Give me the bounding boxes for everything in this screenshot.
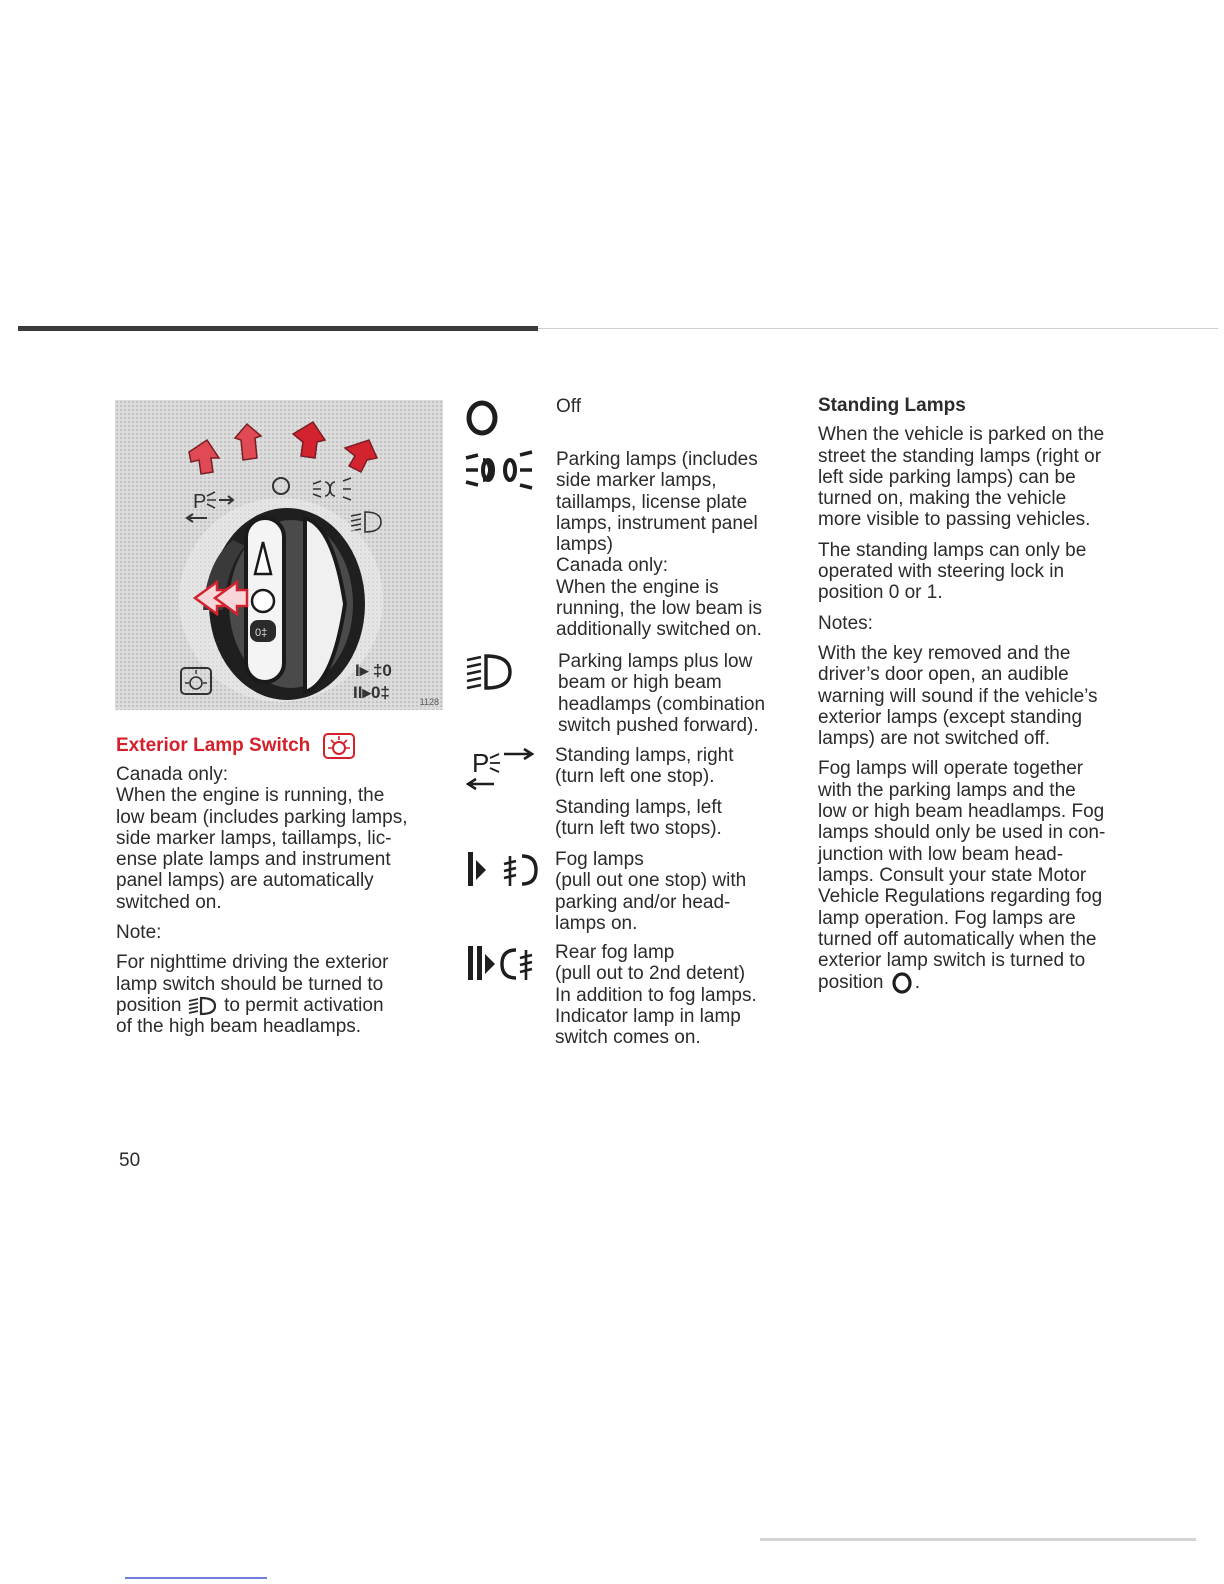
- right-paragraph: With the key removed and the driver’s door open, an audible warning will sound if the vehicle’s exterior lamps (except standing lamps) are not switched off.: [818, 642, 1098, 750]
- off-icon: [464, 398, 504, 438]
- position-entry-off: Off: [556, 396, 581, 417]
- parking-lamps-icon: [313, 478, 351, 500]
- footer-underline: [125, 1577, 267, 1579]
- rear-fog-lamp-icon: II▸0‡: [353, 683, 390, 702]
- left-paragraph: For nighttime driving the exterior lamp switch should be turned to position to permit activation of the high beam headlamps.: [116, 952, 389, 1038]
- right-notes-label: Notes:: [818, 612, 873, 634]
- page-number: 50: [119, 1150, 141, 1171]
- position-entry-standing-right: Standing lamps, right (turn left one stop).: [555, 745, 734, 788]
- low-beam-icon: [187, 996, 219, 1016]
- right-column: [818, 395, 1158, 1004]
- svg-text:P: P: [472, 748, 490, 778]
- off-icon: [889, 971, 915, 995]
- right-paragraph: Fog lamps will operate together with the parking lamps and the low or high beam headlamps. Fog lamps should only be used in con- junction with low beam head- lamps. Consult your state Motor Vehicle Regulations regarding fog lamp operation. Fog lamps are turned off automatically when the exterior lamp switch is turned to position .: [818, 758, 1106, 994]
- left-paragraph: Canada only: When the engine is running, the low beam (includes parking lamps, side marker lamps, taillamps, lic- ense plate lamps and instrument panel lamps) are automatically switched on.: [116, 764, 408, 913]
- standing-lamps-icon: [466, 744, 540, 792]
- fog-lamps-icon: [464, 848, 544, 892]
- caption-title: Exterior Lamp Switch: [116, 732, 356, 760]
- position-entry-rear-fog: Rear fog lamp (pull out to 2nd detent) In addition to fog lamps. Indicator lamp in lamp switch comes on.: [555, 942, 757, 1049]
- position-entry-low-beam: Parking lamps plus low beam or high beam headlamps (combination switch pushed forward).: [558, 651, 766, 736]
- position-entry-fog: Fog lamps (pull out one stop) with parking and/or head- lamps on.: [555, 849, 747, 934]
- red-arrow-icon: [189, 422, 377, 474]
- left-note-label: Note:: [116, 922, 162, 944]
- top-rule-extension: [538, 328, 1218, 329]
- parking-lamps-icon: [462, 450, 538, 490]
- right-paragraph: When the vehicle is parked on the street the standing lamps (right or left side parking lamps) can be turned on, making the vehicle more visible to passing vehicles.: [818, 424, 1105, 531]
- position-entry-parking: Parking lamps (includes side marker lamps, taillamps, license plate lamps, instrument panel lamps) Canada only: When the engine is running, the low beam is additionally switched on.: [556, 449, 762, 641]
- standing-lamps-icon: P: [193, 491, 207, 513]
- low-beam-icon: [464, 652, 516, 692]
- off-icon: [273, 478, 289, 494]
- left-column: [116, 764, 446, 1047]
- position-entry-standing-left: Standing lamps, left (turn left two stops).: [555, 797, 722, 840]
- top-rule: [18, 326, 538, 331]
- bottom-rule: [760, 1538, 1196, 1541]
- figure-number: 1128: [419, 697, 439, 707]
- low-beam-icon: [351, 512, 381, 532]
- fog-lamps-icon: I▸ ‡0: [355, 661, 392, 680]
- exterior-lamp-icon: [322, 732, 356, 760]
- svg-text:0‡: 0‡: [255, 627, 268, 639]
- lamp-switch-figure: [115, 400, 443, 710]
- section-heading: Standing Lamps: [818, 395, 966, 416]
- rear-fog-lamp-icon: [464, 942, 544, 986]
- right-paragraph: The standing lamps can only be operated with steering lock in position 0 or 1.: [818, 539, 1087, 604]
